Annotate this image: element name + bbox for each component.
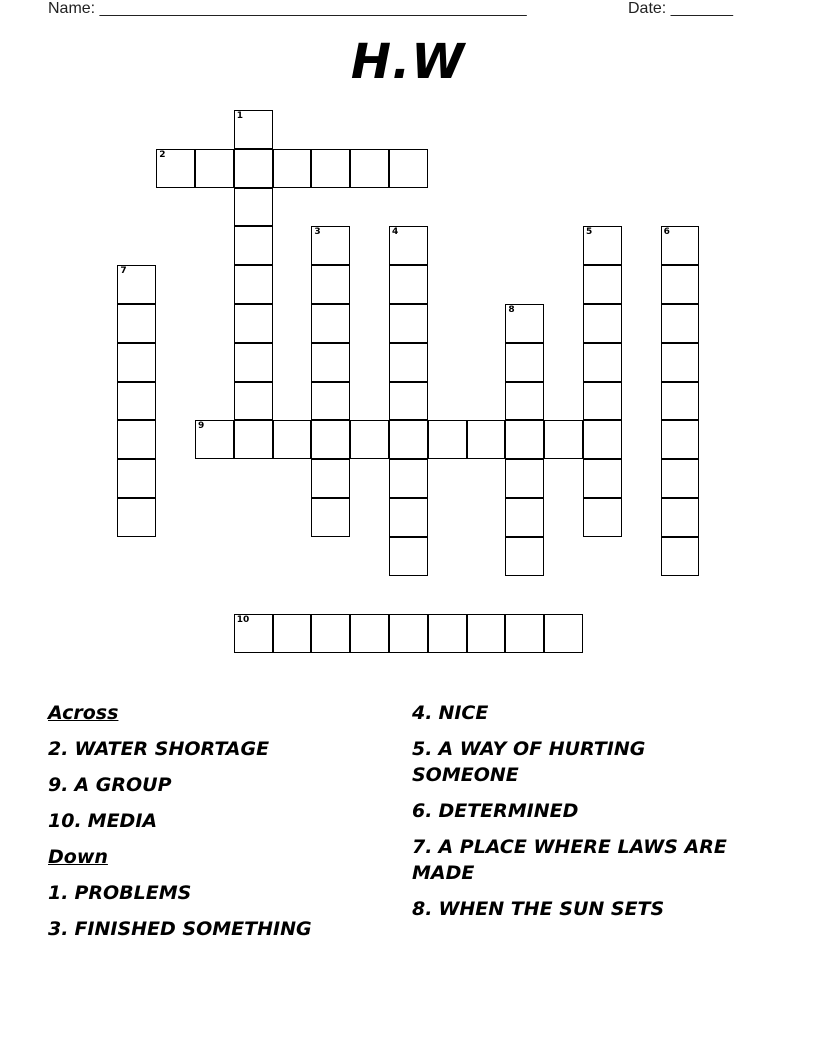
grid-cell[interactable] (583, 304, 622, 343)
grid-cell[interactable] (234, 110, 273, 149)
grid-cell[interactable] (544, 614, 583, 653)
clue-number-7: 7 (120, 266, 127, 277)
grid-cell[interactable] (234, 226, 273, 265)
clue-down-1: 1. PROBLEMS (48, 882, 192, 904)
grid-cell[interactable] (505, 382, 544, 421)
grid-cell[interactable] (389, 304, 428, 343)
grid-cell[interactable] (389, 149, 428, 188)
down-heading: Down (48, 846, 108, 868)
grid-cell[interactable] (389, 420, 428, 459)
grid-cell[interactable] (583, 459, 622, 498)
grid-cell[interactable] (389, 614, 428, 653)
grid-cell[interactable] (350, 420, 389, 459)
grid-cell[interactable] (117, 459, 156, 498)
clue-number-10: 10 (236, 615, 250, 626)
clue-down-8: 8. WHEN THE SUN SETS (412, 898, 665, 920)
grid-cell[interactable] (661, 343, 700, 382)
grid-cell[interactable] (583, 420, 622, 459)
grid-cell[interactable] (311, 498, 350, 537)
grid-cell[interactable] (234, 343, 273, 382)
grid-cell[interactable] (505, 459, 544, 498)
date-line: Date: _______ (628, 0, 733, 17)
grid-cell[interactable] (389, 265, 428, 304)
grid-cell[interactable] (234, 614, 273, 653)
clue-down-7: 7. A PLACE WHERE LAWS ARE MADE (412, 836, 727, 884)
clue-down-4: 4. NICE (412, 702, 489, 724)
grid-cell[interactable] (117, 265, 156, 304)
grid-cell[interactable] (583, 498, 622, 537)
grid-cell[interactable] (505, 537, 544, 576)
grid-cell[interactable] (505, 614, 544, 653)
grid-cell[interactable] (583, 265, 622, 304)
grid-cell[interactable] (428, 420, 467, 459)
grid-cell[interactable] (311, 614, 350, 653)
grid-cell[interactable] (661, 498, 700, 537)
grid-cell[interactable] (389, 343, 428, 382)
grid-cell[interactable] (311, 420, 350, 459)
grid-cell[interactable] (389, 382, 428, 421)
grid-cell[interactable] (156, 149, 195, 188)
grid-cell[interactable] (273, 149, 312, 188)
clue-number-6: 6 (663, 227, 670, 238)
clue-number-8: 8 (508, 305, 515, 315)
grid-cell[interactable] (389, 537, 428, 576)
across-heading: Across (48, 702, 119, 724)
grid-cell[interactable] (117, 382, 156, 421)
grid-cell[interactable] (661, 382, 700, 421)
grid-cell[interactable] (234, 382, 273, 421)
grid-cell[interactable] (195, 420, 234, 459)
grid-cell[interactable] (661, 420, 700, 459)
grid-cell[interactable] (583, 382, 622, 421)
grid-cell[interactable] (311, 304, 350, 343)
grid-cell[interactable] (350, 614, 389, 653)
puzzle-title: H.W (350, 34, 466, 90)
clue-down-3: 3. FINISHED SOMETHING (48, 918, 312, 940)
grid-cell[interactable] (505, 420, 544, 459)
grid-cell[interactable] (311, 382, 350, 421)
grid-cell[interactable] (505, 304, 544, 343)
grid-cell[interactable] (505, 343, 544, 382)
grid-cell[interactable] (311, 265, 350, 304)
grid-cell[interactable] (661, 537, 700, 576)
grid-cell[interactable] (234, 420, 273, 459)
clue-across-9: 9. A GROUP (48, 774, 172, 796)
grid-cell[interactable] (661, 459, 700, 498)
grid-cell[interactable] (234, 188, 273, 227)
grid-cell[interactable] (544, 420, 583, 459)
grid-cell[interactable] (661, 226, 700, 265)
grid-cell[interactable] (311, 459, 350, 498)
grid-cell[interactable] (234, 149, 273, 188)
clues-left-column (48, 700, 388, 952)
clues-right-column (412, 700, 742, 932)
clue-down-5: 5. A WAY OF HURTING SOMEONE (412, 738, 646, 786)
grid-cell[interactable] (273, 420, 312, 459)
grid-cell[interactable] (389, 498, 428, 537)
grid-cell[interactable] (583, 343, 622, 382)
grid-cell[interactable] (467, 614, 506, 653)
grid-cell[interactable] (311, 343, 350, 382)
clue-number-1: 1 (236, 111, 244, 121)
grid-cell[interactable] (311, 149, 350, 188)
grid-cell[interactable] (117, 498, 156, 537)
name-line: Name: ________________________________________________ (48, 0, 527, 17)
clue-number-3: 3 (314, 227, 321, 238)
clue-number-5: 5 (586, 227, 593, 238)
grid-cell[interactable] (389, 226, 428, 265)
grid-cell[interactable] (234, 265, 273, 304)
clue-across-10: 10. MEDIA (48, 810, 158, 832)
clue-number-4: 4 (392, 227, 399, 238)
grid-cell[interactable] (117, 343, 156, 382)
grid-cell[interactable] (273, 614, 312, 653)
grid-cell[interactable] (583, 226, 622, 265)
grid-cell[interactable] (117, 420, 156, 459)
grid-cell[interactable] (389, 459, 428, 498)
grid-cell[interactable] (350, 149, 389, 188)
clue-number-9: 9 (198, 421, 205, 432)
clue-across-2: 2. WATER SHORTAGE (48, 738, 270, 760)
grid-cell[interactable] (661, 304, 700, 343)
grid-cell[interactable] (311, 226, 350, 265)
grid-cell[interactable] (661, 265, 700, 304)
grid-cell[interactable] (234, 304, 273, 343)
grid-cell[interactable] (195, 149, 234, 188)
grid-cell[interactable] (428, 614, 467, 653)
clue-number-2: 2 (159, 149, 166, 160)
grid-cell[interactable] (505, 498, 544, 537)
clue-down-6: 6. DETERMINED (412, 800, 579, 822)
grid-cell[interactable] (467, 420, 506, 459)
grid-cell[interactable] (117, 304, 156, 343)
